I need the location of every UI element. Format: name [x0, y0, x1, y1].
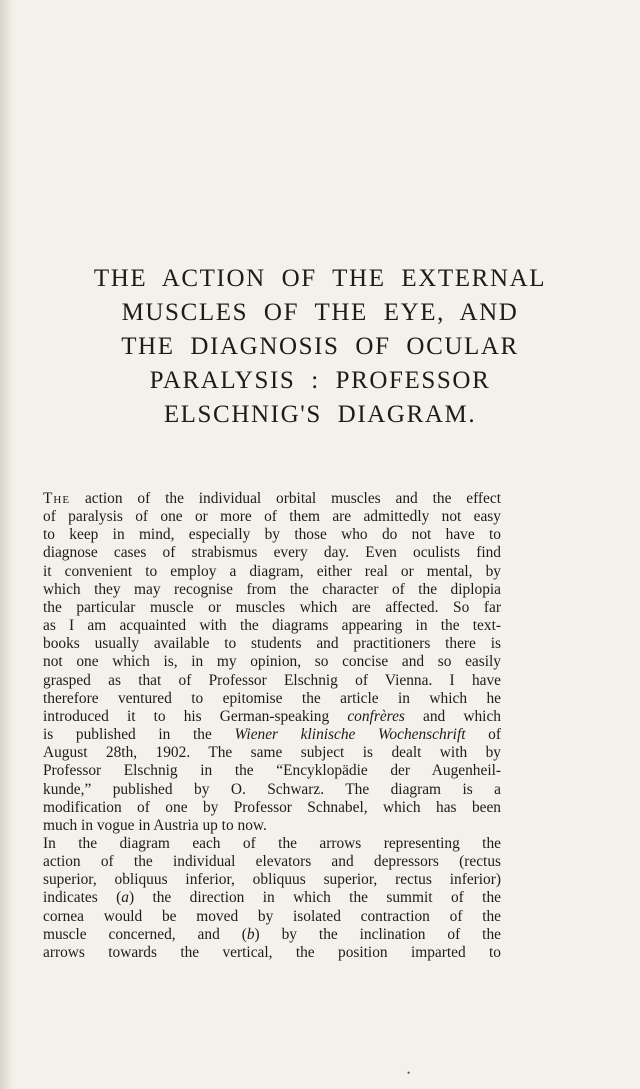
text-fragment: action of the individual orbital muscles and the effect — [84, 490, 501, 507]
text-line: modification of one by Professor Schnabel, which has been — [43, 798, 501, 816]
ink-speck: • — [407, 1068, 411, 1078]
text-line: of paralysis of one or more of them are admittedly not easy — [43, 508, 501, 526]
chapter-title — [0, 262, 640, 432]
text-line: to keep in mind, especially by those who do not have to — [43, 526, 501, 544]
text-line: action of the individual elevators and depressors (rectus — [43, 853, 501, 871]
text-line: superior, obliquus inferior, obliquus superior, rectus inferior) — [43, 871, 501, 889]
text-fragment: of — [488, 726, 501, 744]
text-fragment: ) the direction in which the summit of the — [128, 889, 501, 907]
title-line: THE DIAGNOSIS OF OCULAR — [121, 333, 519, 360]
text-line: as I am acquainted with the diagrams appearing in the text- — [43, 617, 501, 635]
body-text — [43, 490, 501, 962]
text-line — [43, 926, 501, 944]
text-line: August 28th, 1902. The same subject is dealt with by — [43, 744, 501, 762]
text-fragment: ) by the inclination of the — [254, 925, 501, 943]
text-fragment: and which — [423, 707, 501, 725]
title-line: ELSCHNIG'S DIAGRAM. — [163, 401, 477, 428]
text-line: diagnose cases of strabismus every day. Even oculists find — [43, 544, 501, 562]
page-gutter-shadow — [0, 0, 14, 1089]
text-line: arrows towards the vertical, the position imparted to — [43, 943, 501, 961]
text-line: books usually available to students and practitioners there is — [43, 635, 501, 653]
italic-letter: b — [246, 925, 255, 943]
text-line: In the diagram each of the arrows representing the — [43, 834, 501, 852]
title-line: MUSCLES OF THE EYE, AND — [121, 299, 519, 326]
text-line — [43, 726, 501, 744]
text-line: Professor Elschnig in the “Encyklopädie der Augenheil- — [43, 762, 501, 780]
text-line — [43, 490, 501, 508]
text-line: cornea would be moved by isolated contraction of the — [43, 907, 501, 925]
text-fragment: introduced it to his German-speaking — [43, 707, 330, 725]
title-line: PARALYSIS : PROFESSOR — [149, 367, 491, 394]
text-line: the particular muscle or muscles which are affected. So far — [43, 598, 501, 616]
journal-title: Wiener klinische Wochenschrift — [234, 726, 466, 744]
text-line: much in vogue in Austria up to now. — [43, 816, 267, 834]
text-line: it convenient to employ a diagram, either real or mental, by — [43, 562, 501, 580]
text-fragment: indicates ( — [43, 889, 122, 907]
italic-letter: a — [121, 889, 129, 907]
text-line: not one which is, in my opinion, so concise and so easily — [43, 653, 501, 671]
text-line: therefore ventured to epitomise the article in which he — [43, 689, 501, 707]
text-line: which they may recognise from the character of the diplopia — [43, 580, 501, 598]
title-line: THE ACTION OF THE EXTERNAL — [93, 265, 547, 292]
text-line — [43, 708, 501, 726]
text-fragment: is published in the — [43, 726, 212, 744]
text-fragment: muscle concerned, and ( — [43, 925, 247, 943]
italic-term: confrères — [347, 707, 405, 725]
text-line — [43, 889, 501, 907]
text-line: kunde,” published by O. Schwarz. The diagram is a — [43, 780, 501, 798]
opening-word: The — [43, 490, 71, 507]
text-line: grasped as that of Professor Elschnig of Vienna. I have — [43, 671, 501, 689]
